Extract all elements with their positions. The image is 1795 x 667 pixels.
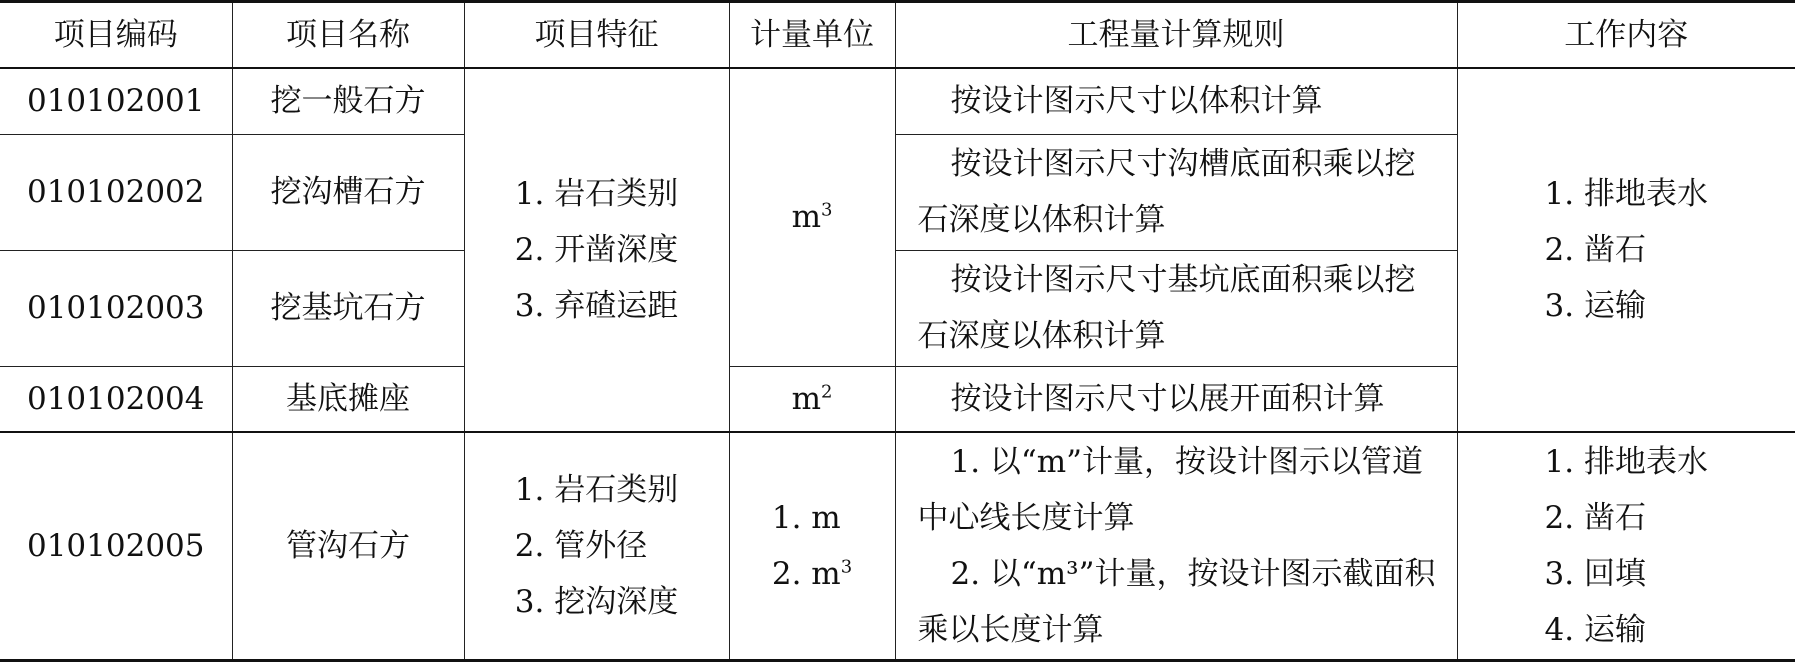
feature-line: 1. 岩石类别 <box>514 471 679 508</box>
item-unit <box>729 366 895 432</box>
item-rule <box>895 366 1457 432</box>
col-header-name: 项目名称 <box>232 2 464 69</box>
work-line: 3. 回填 <box>1544 555 1646 592</box>
work-line: 2. 凿石 <box>1544 232 1646 268</box>
item-code: 010102003 <box>0 250 232 366</box>
item-rule <box>895 68 1457 134</box>
work-line: 1. 排地表水 <box>1544 176 1708 212</box>
item-code: 010102005 <box>0 432 232 660</box>
rule-text: 1. 以“m”计量，按设计图示以管道中心线长度计算 <box>917 443 1424 536</box>
work-line: 4. 运输 <box>1544 611 1646 648</box>
item-name: 管沟石方 <box>232 432 464 660</box>
table-row <box>0 432 1795 660</box>
item-name: 挖基坑石方 <box>232 250 464 366</box>
item-rule <box>895 134 1457 250</box>
unit-base: m <box>791 380 821 417</box>
item-rule <box>895 432 1457 660</box>
rule-text: 按设计图示尺寸以展开面积计算 <box>950 380 1385 417</box>
item-code: 010102004 <box>0 366 232 432</box>
feature-line: 3. 弃碴运距 <box>514 288 679 324</box>
work-line: 3. 运输 <box>1544 288 1646 324</box>
item-name: 基底摊座 <box>232 366 464 432</box>
col-header-code: 项目编码 <box>0 2 232 69</box>
unit-line <box>772 490 852 546</box>
feature-line: 1. 岩石类别 <box>514 176 679 212</box>
col-header-unit: 计量单位 <box>729 2 895 69</box>
unit-base: m <box>791 199 821 236</box>
item-work <box>1457 68 1795 432</box>
unit-base: 1. m <box>771 499 841 536</box>
col-header-rule: 工程量计算规则 <box>895 2 1457 69</box>
item-rule <box>895 250 1457 366</box>
work-line: 2. 凿石 <box>1544 499 1646 536</box>
item-features <box>464 432 729 660</box>
feature-line: 2. 开凿深度 <box>514 232 679 268</box>
unit-line <box>772 546 852 602</box>
rule-text: 按设计图示尺寸沟槽底面积乘以挖石深度以体积计算 <box>917 146 1416 238</box>
unit-exponent: 2 <box>820 381 833 403</box>
feature-line: 2. 管外径 <box>514 527 648 564</box>
unit-exponent: 3 <box>820 199 833 221</box>
header-row <box>0 2 1795 69</box>
item-code: 010102001 <box>0 68 232 134</box>
rule-text: 按设计图示尺寸基坑底面积乘以挖石深度以体积计算 <box>917 262 1416 354</box>
item-name: 挖沟槽石方 <box>232 134 464 250</box>
feature-line: 3. 挖沟深度 <box>514 583 679 620</box>
col-header-features: 项目特征 <box>464 2 729 69</box>
work-line: 1. 排地表水 <box>1544 443 1708 480</box>
unit-base: 2. m <box>771 555 841 592</box>
col-header-work: 工作内容 <box>1457 2 1795 69</box>
unit-exponent: 3 <box>840 556 853 578</box>
item-unit <box>729 68 895 366</box>
item-features <box>464 68 729 432</box>
item-unit <box>729 432 895 660</box>
rule-text: 2. 以“m³”计量，按设计图示截面积乘以长度计算 <box>917 555 1436 648</box>
item-name: 挖一般石方 <box>232 68 464 134</box>
item-code: 010102002 <box>0 134 232 250</box>
rule-text: 按设计图示尺寸以体积计算 <box>950 83 1323 120</box>
table-row <box>0 68 1795 134</box>
item-work <box>1457 432 1795 660</box>
